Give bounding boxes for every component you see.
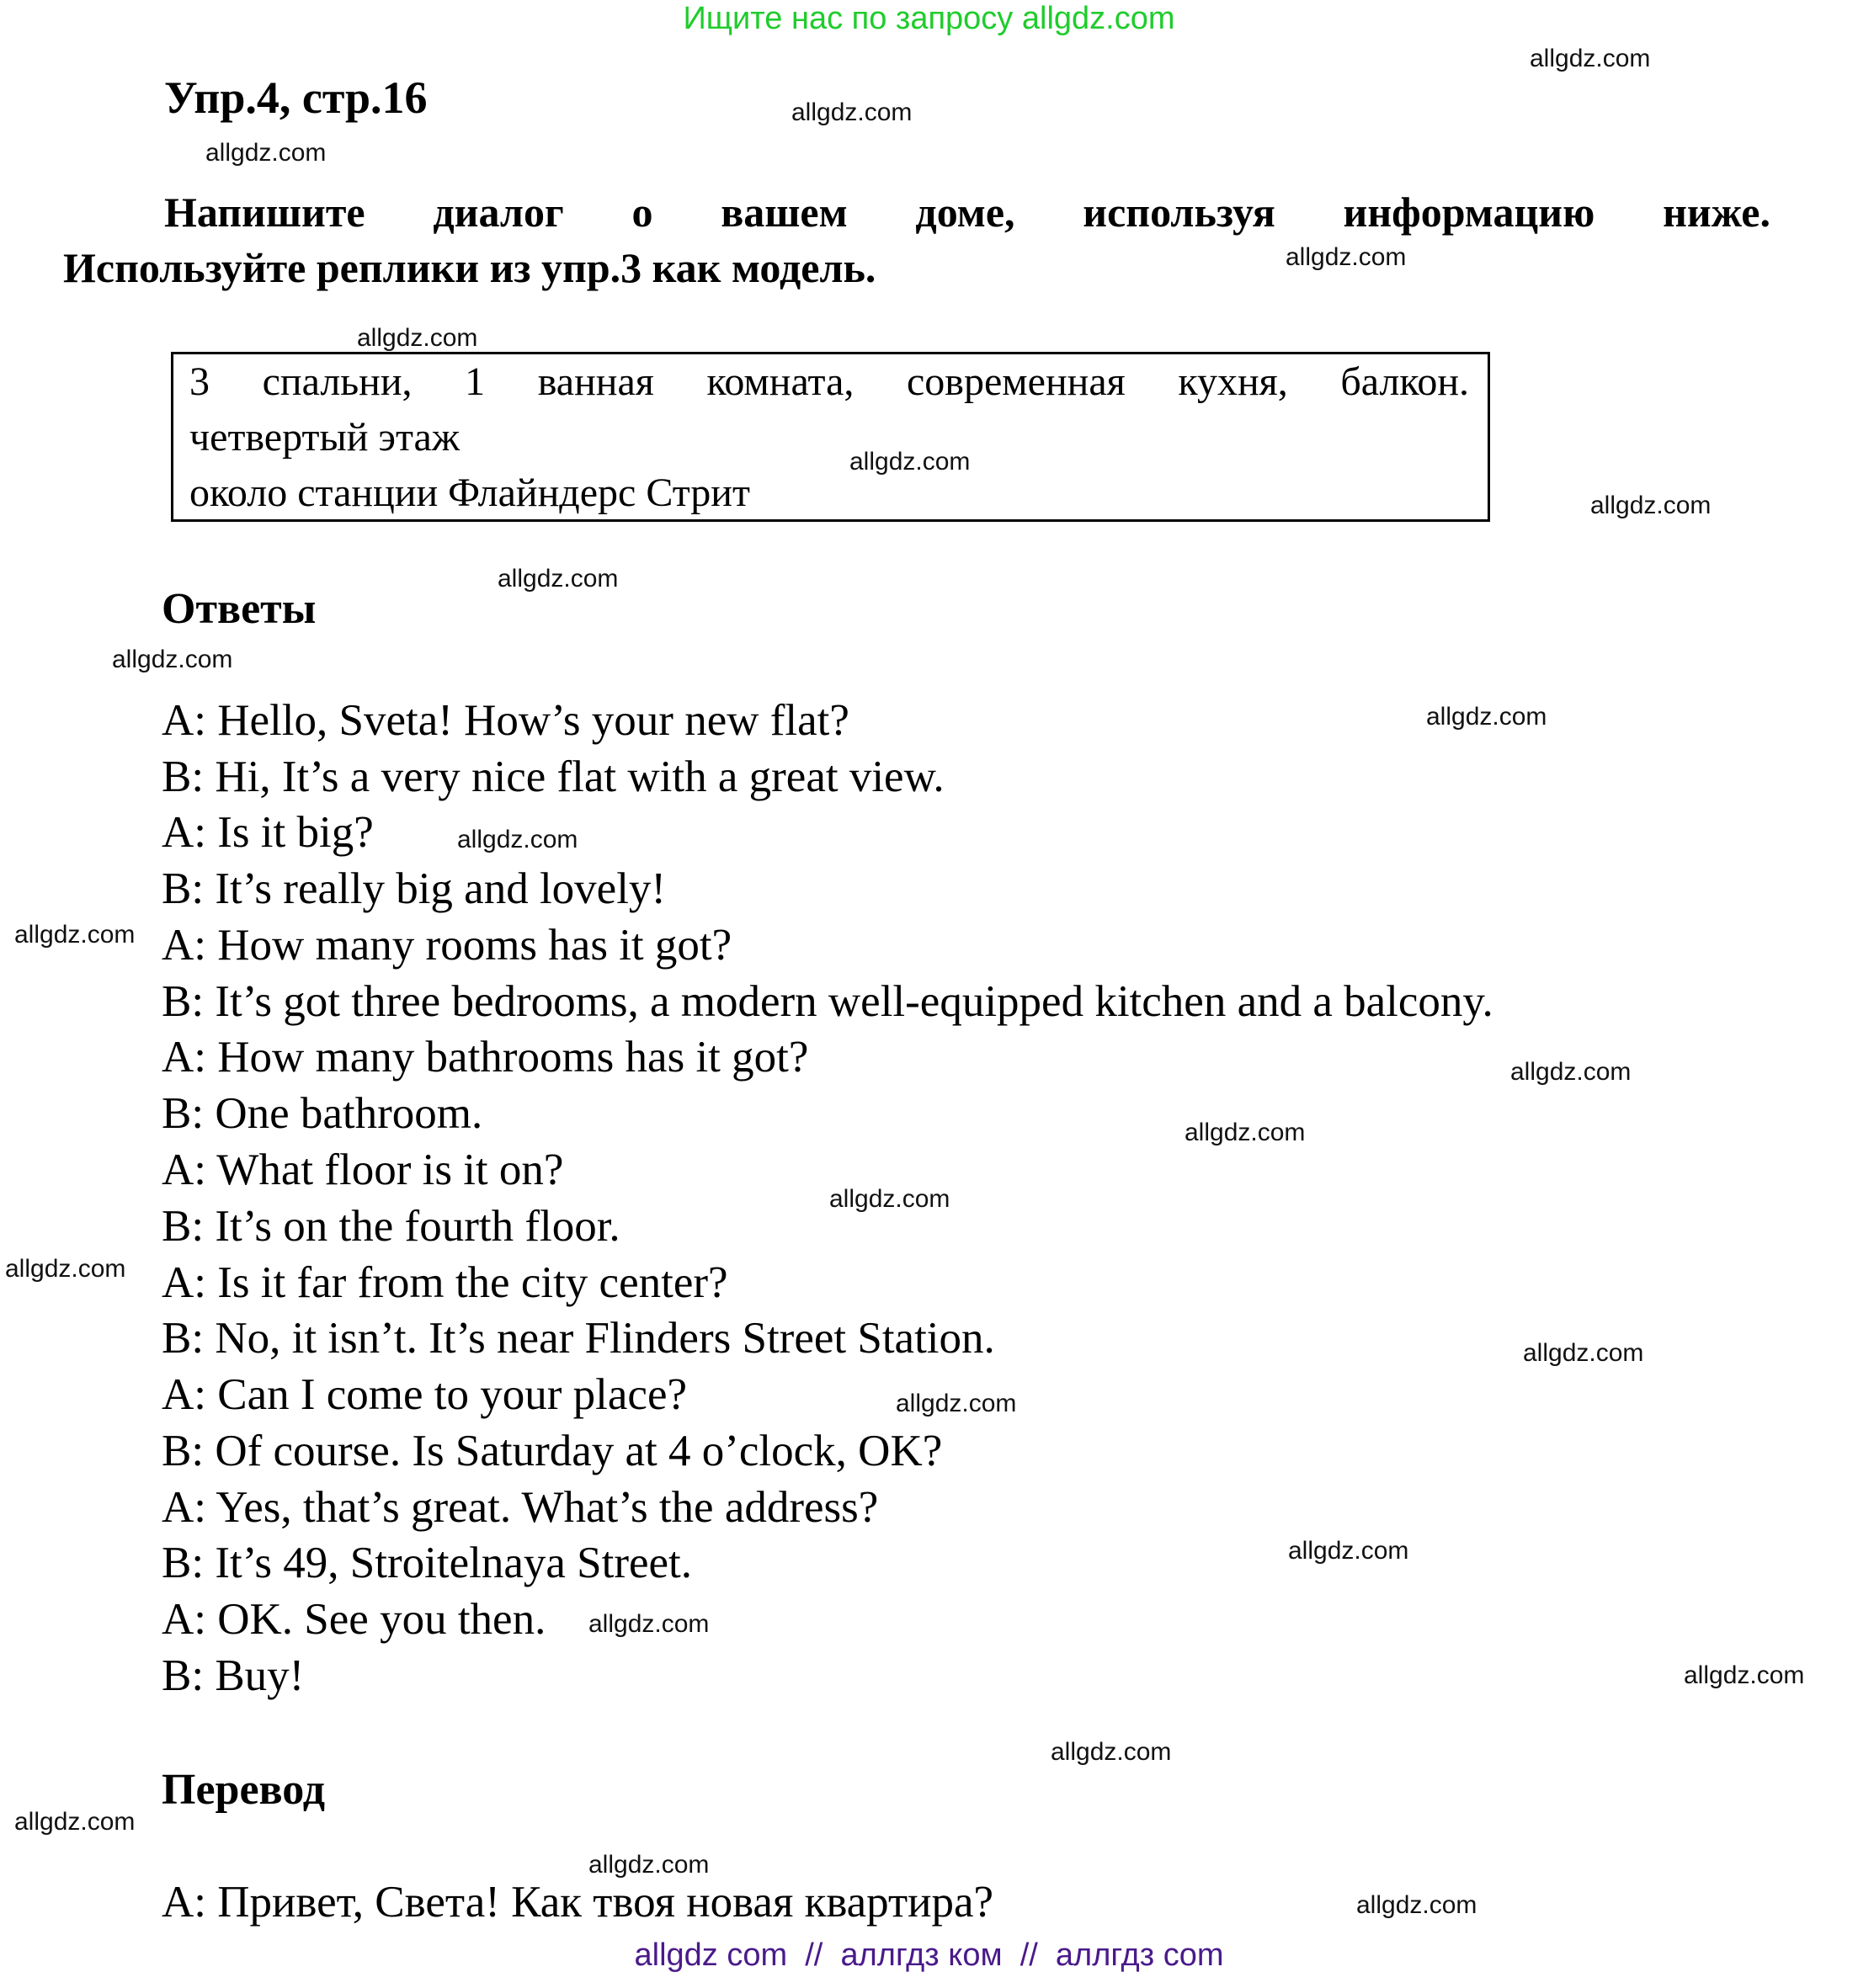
translation-heading: Перевод xyxy=(162,1766,326,1814)
watermark: allgdz.com xyxy=(1356,1891,1477,1919)
watermark: allgdz.com xyxy=(498,565,619,593)
exercise-title: Упр.4, стр.16 xyxy=(164,72,428,123)
watermark: allgdz.com xyxy=(1523,1339,1644,1367)
watermark: allgdz.com xyxy=(5,1255,126,1283)
watermark: allgdz.com xyxy=(1510,1058,1632,1086)
watermark: allgdz.com xyxy=(205,139,327,167)
footer-watermark: allgdz com // аллгдз ком // аллгдз com xyxy=(634,1938,1224,1973)
dialog-line: B: No, it isn’t. It’s near Flinders Street Station. xyxy=(162,1314,995,1363)
watermark: allgdz.com xyxy=(1426,703,1547,731)
watermark: allgdz.com xyxy=(791,98,913,126)
dialog-line: A: Can I come to your place? xyxy=(162,1370,687,1419)
watermark: allgdz.com xyxy=(14,1808,136,1836)
dialog-line: A: How many bathrooms has it got? xyxy=(162,1033,809,1082)
watermark: allgdz.com xyxy=(588,1851,710,1879)
dialog-line: A: Is it big? xyxy=(162,808,374,857)
watermark: allgdz.com xyxy=(1288,1537,1409,1565)
search-banner: Ищите нас по запросу allgdz.com xyxy=(683,1,1175,36)
info-box-line: около станции Флайндерс Стрит xyxy=(189,470,750,515)
dialog-line: B: It’s got three bedrooms, a modern well-equipped kitchen and a balcony. xyxy=(162,977,1493,1026)
watermark: allgdz.com xyxy=(1590,492,1712,519)
info-box-line: 3 спальни, 1 ванная комната, современная кухня, балкон. xyxy=(189,359,1469,404)
dialog-line: B: It’s on the fourth floor. xyxy=(162,1202,620,1251)
dialog-line: A: OK. See you then. xyxy=(162,1595,546,1644)
info-box-line: четвертый этаж xyxy=(189,415,461,460)
watermark: allgdz.com xyxy=(829,1185,950,1213)
dialog-line: B: Of course. Is Saturday at 4 o’clock, OK? xyxy=(162,1427,943,1475)
dialog-line: A: Yes, that’s great. What’s the address? xyxy=(162,1483,879,1532)
dialog-line: A: Is it far from the city center? xyxy=(162,1258,728,1307)
watermark: allgdz.com xyxy=(457,826,578,853)
translation-line: A: Привет, Света! Как твоя новая квартира? xyxy=(162,1878,994,1927)
dialog-line: B: It’s 49, Stroitelnaya Street. xyxy=(162,1539,693,1587)
watermark: allgdz.com xyxy=(1185,1119,1306,1146)
watermark: allgdz.com xyxy=(1530,45,1651,72)
dialog-line: A: What floor is it on? xyxy=(162,1145,564,1194)
dialog-line: B: It’s really big and lovely! xyxy=(162,864,667,913)
watermark: allgdz.com xyxy=(849,448,971,476)
dialog-line: B: One bathroom. xyxy=(162,1089,483,1138)
answers-heading: Ответы xyxy=(162,585,317,633)
dialog-line: B: Hi, It’s a very nice flat with a great view. xyxy=(162,752,945,801)
watermark: allgdz.com xyxy=(1286,243,1407,271)
dialog-line: A: How many rooms has it got? xyxy=(162,921,732,970)
watermark: allgdz.com xyxy=(112,646,233,673)
watermark: allgdz.com xyxy=(588,1610,710,1638)
dialog-line: B: Buy! xyxy=(162,1651,305,1700)
watermark: allgdz.com xyxy=(14,921,136,949)
watermark: allgdz.com xyxy=(357,324,478,352)
watermark: allgdz.com xyxy=(1051,1738,1172,1766)
watermark: allgdz.com xyxy=(1684,1661,1805,1689)
instruction-line-2: Используйте реплики из упр.3 как модель. xyxy=(63,244,876,291)
instruction-line-1: Напишите диалог о вашем доме, используя информацию ниже. xyxy=(164,189,1770,236)
dialog-line: A: Hello, Sveta! How’s your new flat? xyxy=(162,696,849,745)
watermark: allgdz.com xyxy=(896,1390,1017,1417)
